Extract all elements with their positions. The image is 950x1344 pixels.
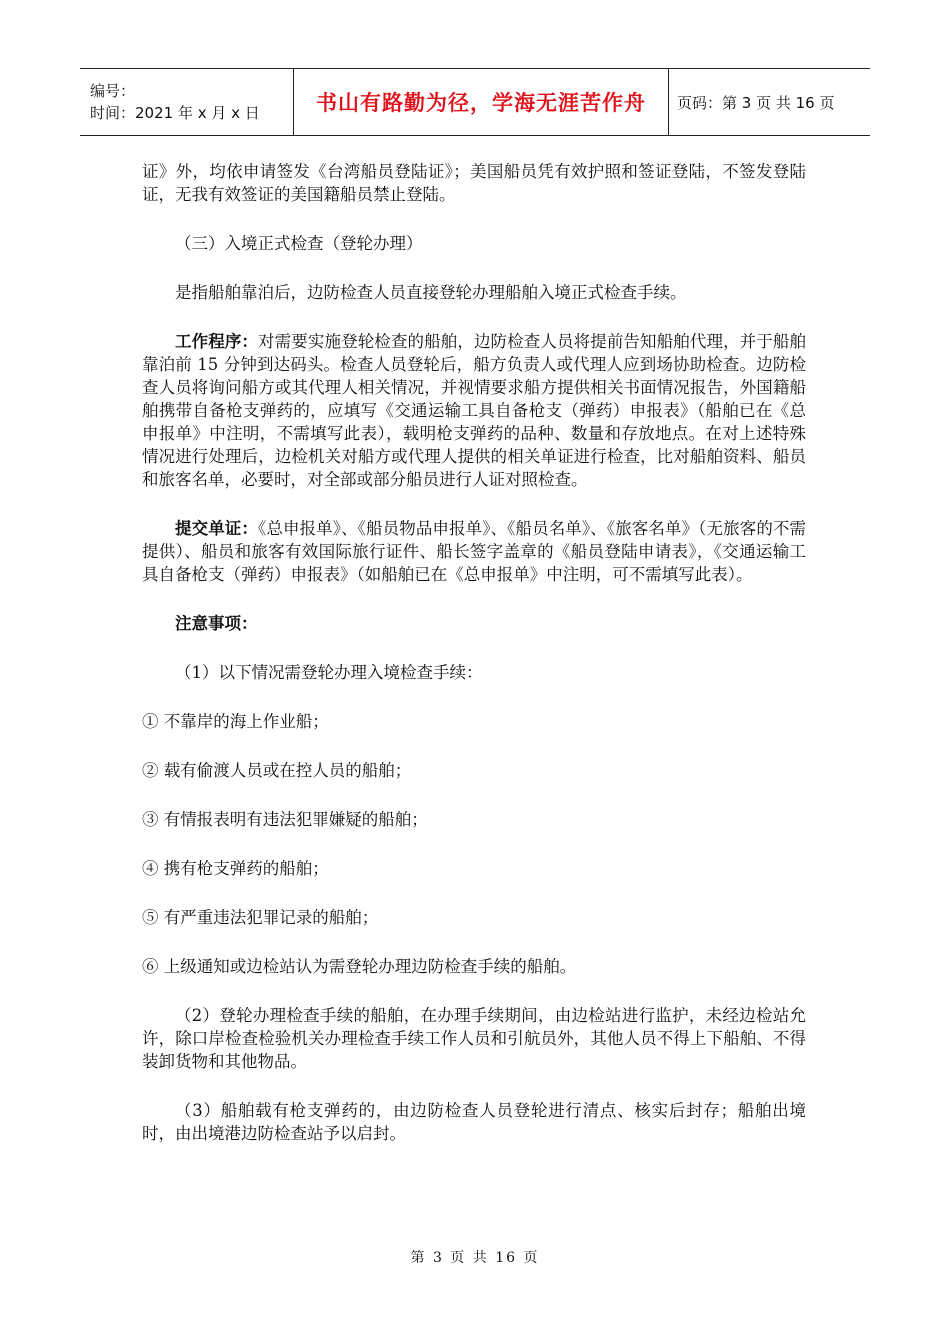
paragraph-continuation: 证》外，均依申请签发《台湾船员登陆证》；美国船员凭有效护照和签证登陆，不签发登陆证，无我有效签证的美国籍船员禁止登陆。 [142,162,806,204]
list-item: ③ 有情报表明有违法犯罪嫌疑的船舶； [142,810,428,829]
paragraph-definition: 是指船舶靠泊后，边防检查人员直接登轮办理船舶入境正式检查手续。 [175,283,687,302]
note-3: （3）船舶载有枪支弹药的，由边防检查人员登轮进行清点、核实后封存；船舶出境时，由出境港边防检查站予以启封。 [142,1101,806,1143]
documents-label: 提交单证： [175,519,258,538]
work-procedure-label: 工作程序： [175,332,259,351]
documents-text: 《总申报单》、《船员物品申报单》、《船员名单》、《旅客名单》（无旅客的不需提供）、船员和旅客有效国际旅行证件、船长签字盖章的《船员登陆申请表》，《交通运输工具自备枪支（弹药）申报表》（如船舶已在《总申报单》中注明，可不需填写此表）。 [142,519,807,584]
list-item: ⑥ 上级通知或边检站认为需登轮办理边防检查手续的船舶。 [142,957,577,976]
note-1-intro: （1）以下情况需登轮办理入境检查手续： [175,663,483,682]
document-body [142,160,806,1171]
header-page-number: 页码：第 3 页 共 16 页 [677,93,835,112]
document-number-label: 编号： [90,82,136,100]
page-footer: 第 3 页 共 16 页 [410,1250,540,1266]
list-item: ② 载有偷渡人员或在控人员的船舶； [142,761,412,780]
list-item: ⑤ 有严重违法犯罪记录的船舶； [142,908,379,927]
paragraph-work-procedure [142,330,806,491]
paragraph-documents [142,517,806,586]
notes-label: 注意事项： [175,614,258,633]
section-heading: （三）入境正式检查（登轮办理） [175,234,423,253]
list-item: ① 不靠岸的海上作业船； [142,712,329,731]
document-date: 时间：2021 年 x 月 x 日 [90,104,260,122]
header-motto: 书山有路勤为径，学海无涯苦作舟 [294,69,669,135]
header-meta [80,69,294,135]
work-procedure-text: 对需要实施登轮检查的船舶，边防检查人员将提前告知船舶代理，并于船舶靠泊前 15 分钟到达码头。检查人员登轮后，船方负责人或代理人应到场协助检查。边防检查人员将询问船方或其代理人相关情况，并视情要求船方提供相关书面情况报告，外国籍船舶携带自备枪支弹药的，应填写《交通运输工具自备枪支（弹药）申报表》（船舶已在《总申报单》中注明，不需填写此表），载明枪支弹药的品种、数量和存放地点。在对上述特殊情况进行处理后，边检机关对船方或代理人提供的相关单证进行检查，比对船舶资料、船员和旅客名单，必要时，对全部或部分船员进行人证对照检查。 [142,332,807,489]
notes-heading [142,612,806,635]
note-2: （2）登轮办理检查手续的船舶，在办理手续期间，由边检站进行监护，未经边检站允许，除口岸检查检验机关办理检查手续工作人员和引航员外，其他人员不得上下船舶、不得装卸货物和其他物品。 [142,1006,806,1071]
page-header [80,68,870,136]
list-item: ④ 携有枪支弹药的船舶； [142,859,329,878]
